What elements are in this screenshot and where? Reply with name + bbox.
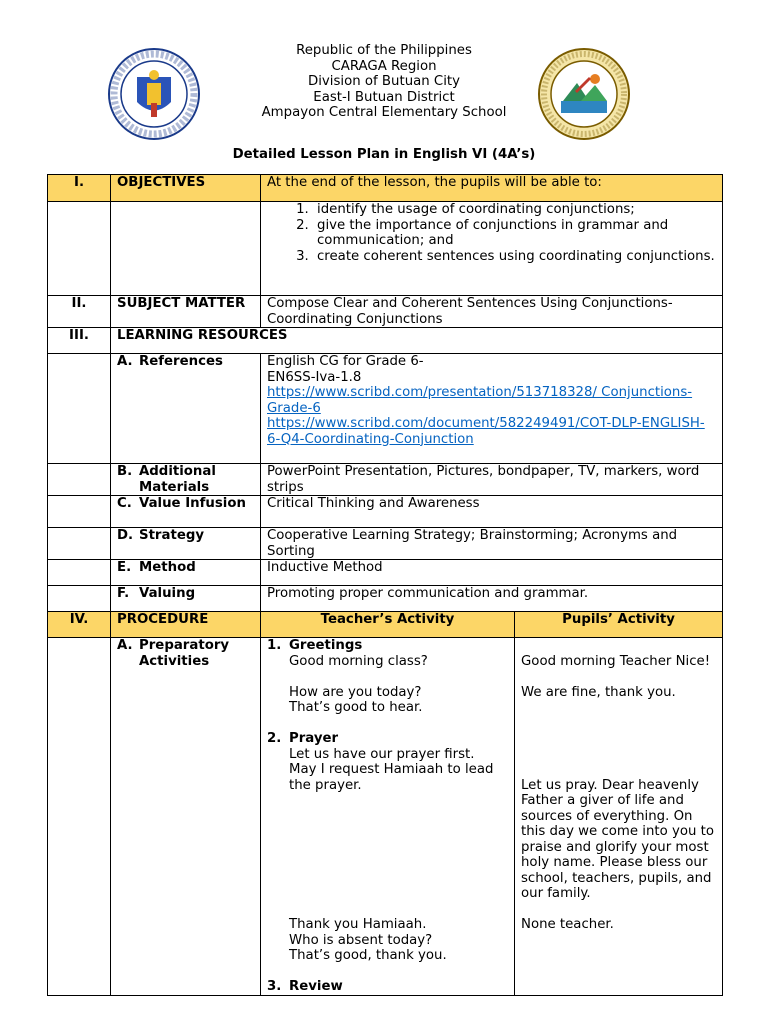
references-line2: EN6SS-Iva-1.8 — [267, 369, 362, 385]
references-line1: English CG for Grade 6- — [267, 354, 424, 369]
prayer-num: 2. — [267, 731, 282, 746]
lesson-plan-title: Detailed Lesson Plan in English VI (4A’s) — [232, 147, 536, 162]
method-letter: E. — [117, 560, 132, 575]
objective-item: 1. identify the usage of coordinating conjunctions; — [313, 202, 716, 218]
objective-item: 3. create coherent sentences using coordinating conjunctions. — [313, 249, 716, 265]
teacher-activity-cell — [261, 638, 515, 996]
header-line-country: Republic of the Philippines — [296, 43, 472, 58]
reference-link-scribd-document[interactable]: https://www.scribd.com/document/582249491/COT-DLP-ENGLISH-6-Q4-Coordinating-Conjunction — [267, 416, 705, 447]
teacher-line: That’s good, thank you. — [289, 948, 447, 963]
objectives-list-cell — [261, 202, 723, 296]
valuing-label: Valuing — [139, 586, 196, 601]
pupils-activity-cell — [515, 638, 723, 996]
subject-value: Compose Clear and Coherent Sentences Using Conjunctions- Coordinating Conjunctions — [261, 296, 723, 328]
objectives-label: OBJECTIVES — [111, 175, 261, 202]
valuing-letter: F. — [117, 586, 130, 601]
prayer-heading: Prayer — [289, 731, 339, 746]
value-infusion-label: Value Infusion — [139, 496, 246, 511]
header-line-region: CARAGA Region — [331, 58, 437, 74]
teacher-line: May I request Hamiaah to lead the prayer. — [289, 762, 494, 793]
teacher-line: Thank you Hamiaah. — [289, 917, 427, 932]
pupil-line: We are fine, thank you. — [521, 684, 676, 700]
teacher-line: Good morning class? — [289, 653, 428, 669]
value-infusion-value: Critical Thinking and Awareness — [261, 496, 723, 528]
review-num: 3. — [267, 979, 282, 994]
teacher-line: Let us have our prayer first. — [289, 746, 475, 762]
review-heading: Review — [289, 979, 343, 994]
strategy-letter: D. — [117, 528, 134, 543]
teacher-line: Who is absent today? — [289, 932, 433, 948]
method-label: Method — [139, 560, 196, 575]
objective-item: 2. give the importance of conjunctions in grammar and communication; and — [313, 218, 716, 249]
value-infusion-letter: C. — [117, 496, 132, 511]
subject-label: SUBJECT MATTER — [111, 296, 261, 328]
method-value: Inductive Method — [261, 560, 723, 586]
references-letter: A. — [117, 354, 133, 369]
valuing-value: Promoting proper communication and grammar. — [261, 586, 723, 612]
header-line-division: Division of Butuan City — [307, 74, 460, 89]
greetings-heading: Greetings — [289, 638, 363, 653]
document-header — [0, 43, 768, 121]
resources-num: III. — [48, 328, 111, 354]
lesson-plan-table — [47, 174, 723, 996]
preparatory-label: Preparatory Activities — [139, 638, 230, 669]
objectives-intro: At the end of the lesson, the pupils will be able to: — [261, 175, 723, 202]
references-label: References — [139, 354, 223, 369]
reference-link-scribd-presentation[interactable]: https://www.scribd.com/presentation/513718328/ Conjunctions-Grade-6 — [267, 385, 693, 416]
strategy-value: Cooperative Learning Strategy; Brainstorming; Acronyms and Sorting — [261, 528, 723, 560]
header-line-district: East-I Butuan District — [313, 89, 455, 105]
header-line-school: Ampayon Central Elementary School — [261, 105, 507, 120]
pupil-line: Good morning Teacher Nice! — [521, 653, 711, 669]
pupil-line: None teacher. — [521, 917, 614, 932]
greetings-num: 1. — [267, 638, 282, 653]
materials-value: PowerPoint Presentation, Pictures, bondpaper, TV, markers, word strips — [261, 464, 723, 496]
procedure-num: IV. — [48, 612, 111, 638]
objectives-num: I. — [48, 175, 111, 202]
materials-label: Additional Materials — [139, 464, 216, 495]
pupil-line: Let us pray. Dear heavenly Father a giver of life and sources of everything. On this day we come into you to praise and glorify your most holy name. Please bless our school, teachers, pupils, and our family. — [521, 777, 714, 901]
teacher-line: How are you today? — [289, 684, 422, 700]
references-cell — [261, 354, 723, 464]
procedure-label: PROCEDURE — [111, 612, 261, 638]
resources-label: LEARNING RESOURCES — [111, 328, 723, 354]
pupils-activity-header: Pupils’ Activity — [515, 612, 723, 638]
teacher-line: That’s good to hear. — [289, 700, 423, 715]
objectives-list — [267, 202, 716, 264]
teacher-activity-header: Teacher’s Activity — [261, 612, 515, 638]
preparatory-letter: A. — [117, 638, 133, 653]
subject-num: II. — [48, 296, 111, 328]
materials-letter: B. — [117, 464, 133, 479]
strategy-label: Strategy — [139, 528, 205, 543]
